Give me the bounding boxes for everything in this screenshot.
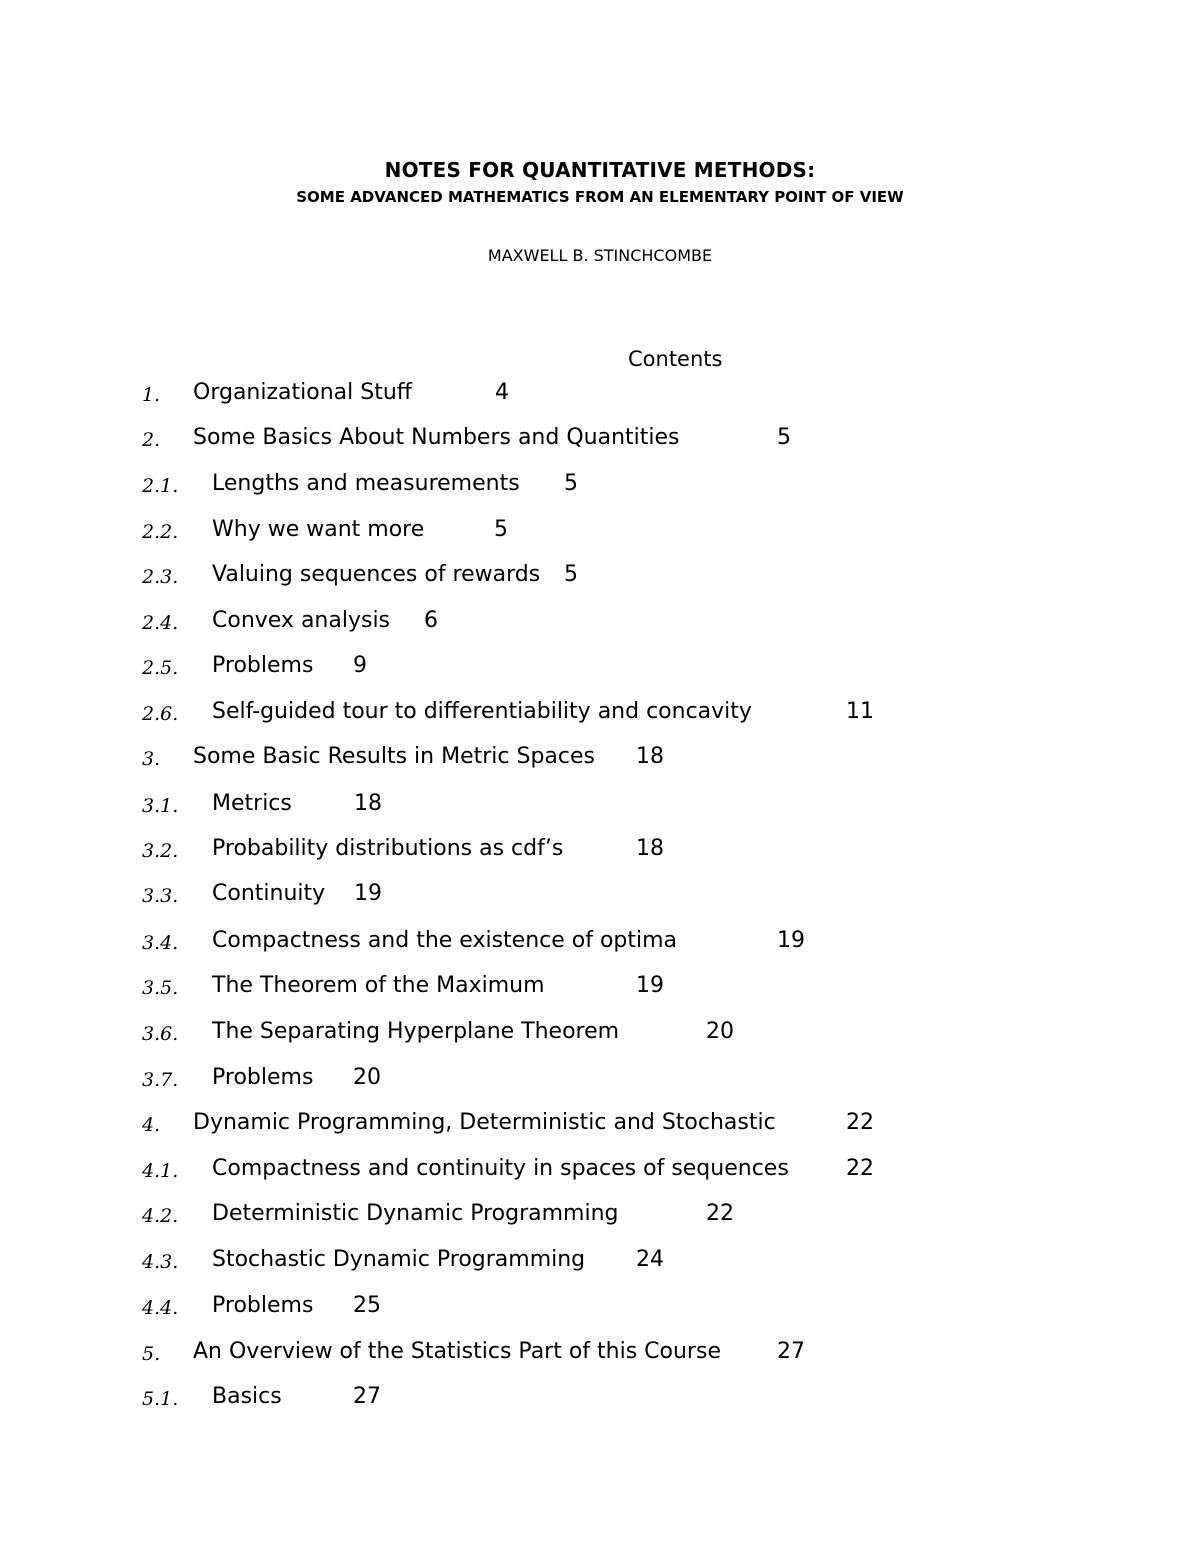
toc-entry-page: 5 [777,425,791,450]
toc-entry-page: 19 [354,881,382,906]
toc-entry-number: 1. [142,384,161,406]
toc-entry [0,1199,1200,1229]
toc-entry-page: 19 [636,973,664,998]
toc-entry-title: Convex analysis [212,608,391,633]
toc-entry-number: 4.1. [142,1160,179,1182]
toc-entry-title: Problems [212,1293,314,1318]
toc-entry-number: 3.4. [142,932,179,954]
toc-entry-title: Metrics [212,791,292,816]
toc-entry-number: 2.4. [142,612,179,634]
toc-entry-number: 3.2. [142,840,179,862]
toc-entry-title: Stochastic Dynamic Programming [212,1247,586,1272]
toc-entry-title: Probability distributions as cdf’s [212,836,564,861]
toc-entry-page: 6 [424,608,438,633]
toc-entry-page: 18 [354,791,382,816]
toc-entry-title: Compactness and continuity in spaces of sequences [212,1156,789,1181]
toc-entry-page: 25 [353,1293,381,1318]
toc-entry-page: 18 [636,744,664,769]
toc-entry [0,697,1200,727]
toc-entry-page: 5 [494,517,508,542]
toc-entry-title: Basics [212,1384,282,1409]
toc-entry-number: 3.5. [142,977,179,999]
toc-entry [0,926,1200,956]
toc-entry-title: Compactness and the existence of optima [212,928,678,953]
toc-entry [0,1245,1200,1275]
toc-entry-page: 5 [564,562,578,587]
toc-entry-title: Organizational Stuff [193,380,412,405]
toc-entry-page: 20 [353,1065,381,1090]
toc-entry-title: The Separating Hyperplane Theorem [212,1019,620,1044]
toc-entry [0,515,1200,545]
toc-entry [0,1063,1200,1093]
toc-entry-number: 2. [142,429,161,451]
toc-entry-page: 22 [846,1156,874,1181]
toc-entry [0,606,1200,636]
toc-entry-title: Some Basic Results in Metric Spaces [193,744,595,769]
toc-entry-title: The Theorem of the Maximum [212,973,545,998]
toc-entry-title: Why we want more [212,517,425,542]
toc-entry-page: 22 [846,1110,874,1135]
toc-entry-title: Dynamic Programming, Deterministic and Stochastic [193,1110,776,1135]
toc-entry-page: 11 [846,699,874,724]
toc-entry-page: 18 [636,836,664,861]
toc-entry [0,378,1200,408]
toc-entry [0,834,1200,864]
toc-entry-page: 27 [777,1339,805,1364]
toc-entry [0,423,1200,453]
author-name: MAXWELL B. STINCHCOMBE [487,246,713,265]
toc-entry-number: 4. [142,1114,161,1136]
toc-entry [0,469,1200,499]
toc-entry-number: 2.6. [142,703,179,725]
toc-entry-title: Problems [212,1065,314,1090]
toc-entry-page: 22 [706,1201,734,1226]
toc-entry [0,879,1200,909]
toc-entry [0,651,1200,681]
toc-entry-number: 5. [142,1343,161,1365]
toc-entry-number: 4.2. [142,1205,179,1227]
toc-entry-title: Problems [212,653,314,678]
toc-entry-number: 3.3. [142,885,179,907]
toc-entry-number: 2.3. [142,566,179,588]
page-title: NOTES FOR QUANTITATIVE METHODS: [384,158,816,182]
toc-entry [0,560,1200,590]
toc-entry-title: Self-guided tour to differentiability and concavity [212,699,752,724]
toc-entry-page: 20 [706,1019,734,1044]
toc-entry-title: Some Basics About Numbers and Quantities [193,425,680,450]
toc-entry [0,789,1200,819]
toc-entry [0,1382,1200,1412]
toc-entry [0,1017,1200,1047]
contents-heading: Contents [628,347,723,371]
toc-entry-number: 5.1. [142,1388,179,1410]
toc-entry [0,1154,1200,1184]
toc-entry-number: 3.7. [142,1069,179,1091]
toc-entry [0,1291,1200,1321]
toc-entry-number: 3.6. [142,1023,179,1045]
toc-entry-title: Deterministic Dynamic Programming [212,1201,619,1226]
toc-entry-number: 2.2. [142,521,179,543]
toc-entry-page: 24 [636,1247,664,1272]
toc-entry-number: 4.4. [142,1297,179,1319]
toc-entry-title: An Overview of the Statistics Part of this Course [193,1339,721,1364]
toc-entry-title: Valuing sequences of rewards [212,562,541,587]
toc-entry-page: 19 [777,928,805,953]
toc-entry-page: 4 [495,380,509,405]
toc-entry-page: 27 [353,1384,381,1409]
toc-entry-number: 4.3. [142,1251,179,1273]
page-subtitle: SOME ADVANCED MATHEMATICS FROM AN ELEMENTARY POINT OF VIEW [296,188,904,206]
toc-entry-page: 9 [353,653,367,678]
toc-entry-title: Lengths and measurements [212,471,520,496]
toc-entry-page: 5 [564,471,578,496]
toc-entry [0,1337,1200,1367]
toc-entry-number: 3.1. [142,795,179,817]
toc-entry [0,971,1200,1001]
toc-entry [0,1108,1200,1138]
toc-entry-number: 3. [142,748,161,770]
toc-entry [0,742,1200,772]
toc-entry-title: Continuity [212,881,326,906]
toc-entry-number: 2.1. [142,475,179,497]
toc-entry-number: 2.5. [142,657,179,679]
